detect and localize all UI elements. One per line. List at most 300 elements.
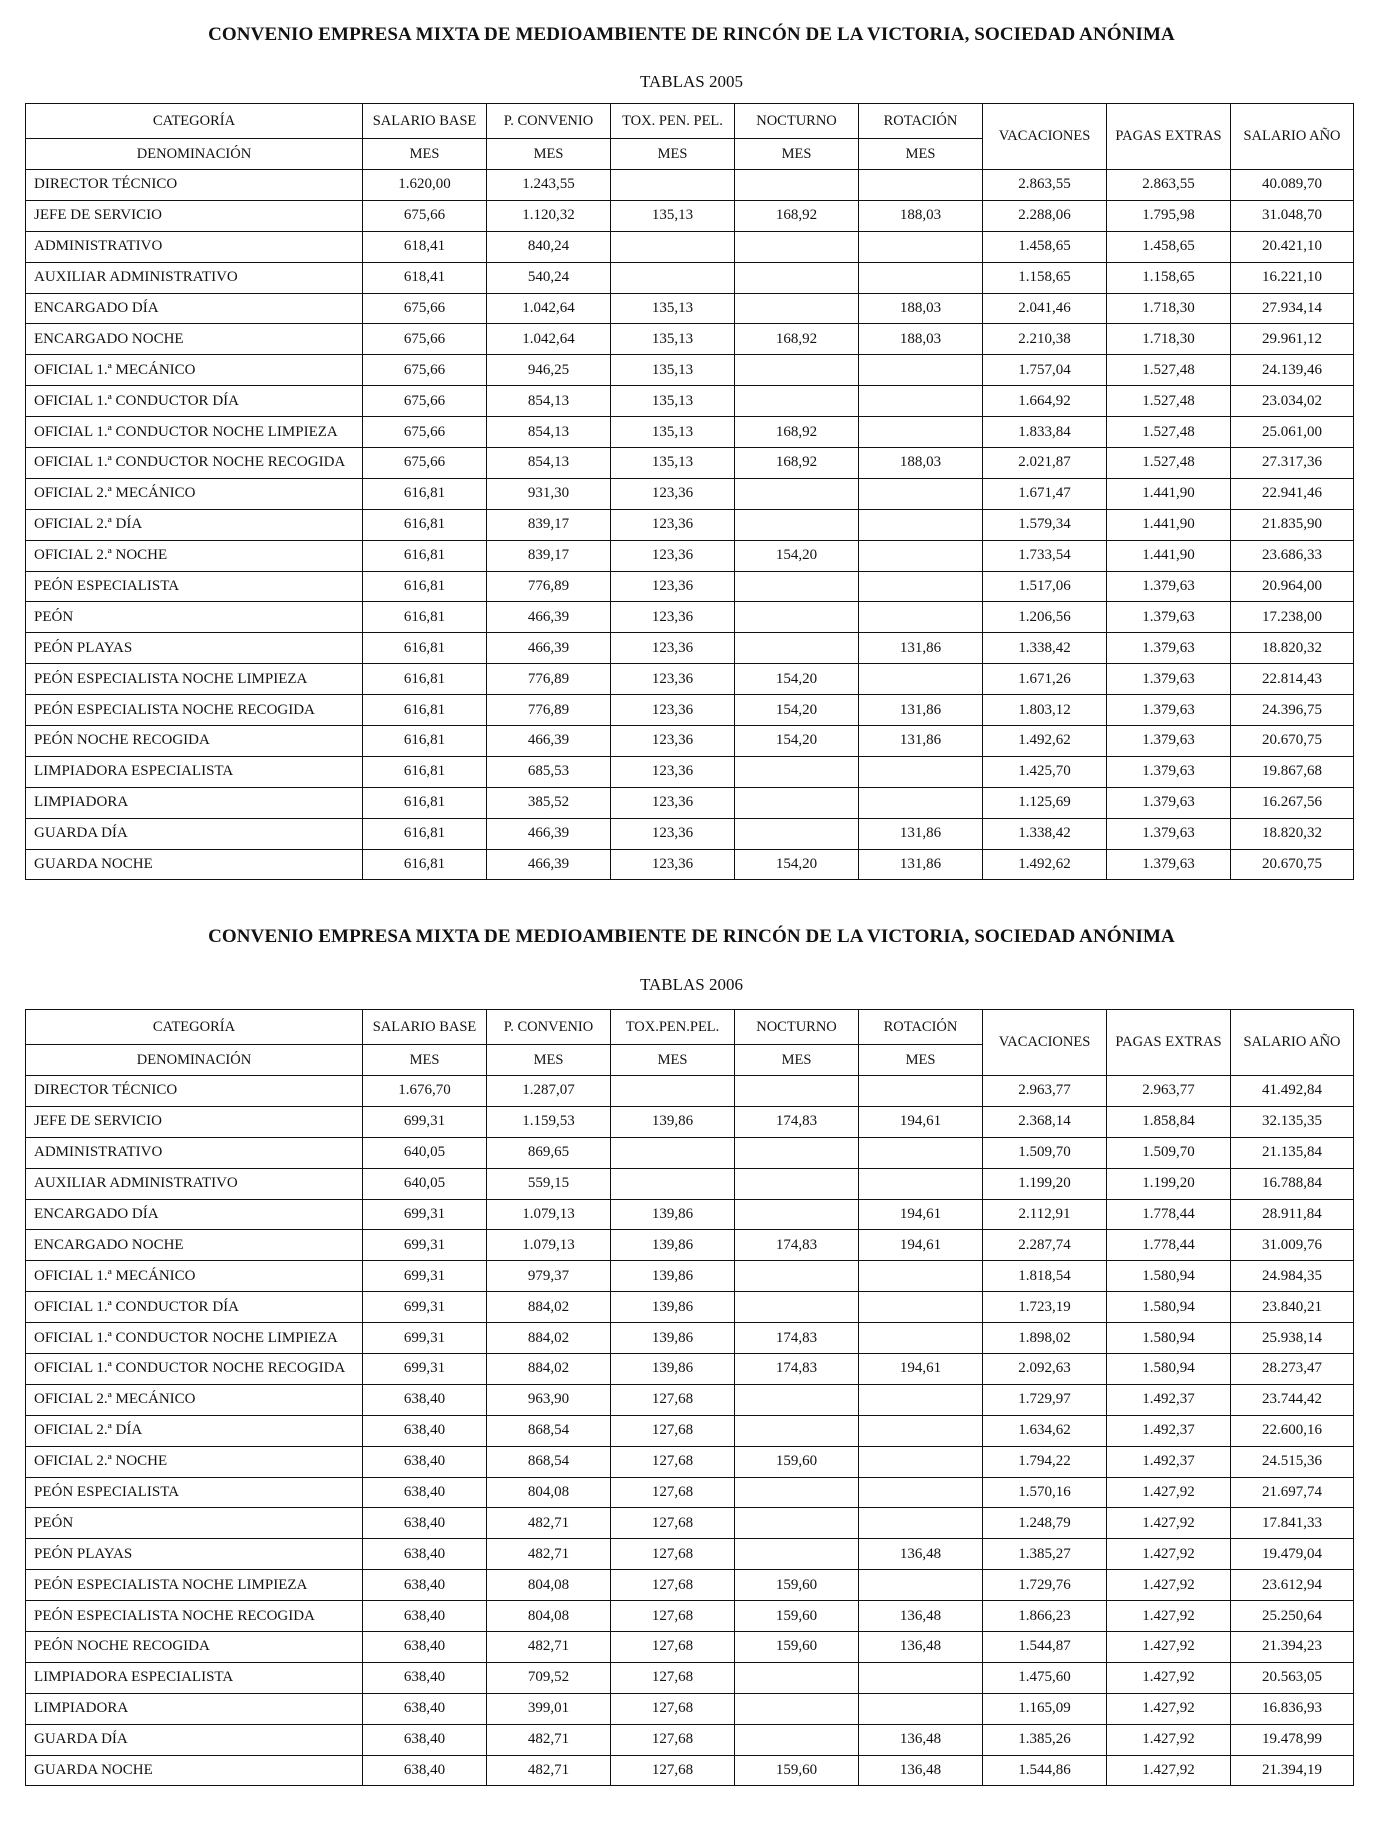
cell-denominacion: OFICIAL 1.ª CONDUCTOR DÍA — [26, 386, 363, 417]
cell-denominacion: PEÓN — [26, 602, 363, 633]
cell-salario-base: 616,81 — [363, 849, 487, 880]
table-row — [26, 756, 1354, 787]
cell-p-convenio: 1.287,07 — [487, 1076, 611, 1107]
cell-nocturno — [735, 478, 859, 509]
cell-salario-ano: 27.934,14 — [1231, 293, 1354, 324]
cell-pagas-extras: 1.580,94 — [1107, 1261, 1231, 1292]
cell-vacaciones: 1.866,23 — [983, 1601, 1107, 1632]
header-pagas-extras: PAGAS EXTRAS — [1107, 1010, 1231, 1076]
cell-tox-pen-pel: 123,36 — [611, 756, 735, 787]
header-mes: MES — [487, 1045, 611, 1076]
cell-pagas-extras: 1.492,37 — [1107, 1384, 1231, 1415]
cell-pagas-extras: 1.379,63 — [1107, 756, 1231, 787]
cell-tox-pen-pel: 123,36 — [611, 602, 735, 633]
cell-salario-ano: 23.612,94 — [1231, 1570, 1354, 1601]
cell-rotacion — [859, 1384, 983, 1415]
cell-tox-pen-pel: 139,86 — [611, 1292, 735, 1323]
cell-p-convenio: 559,15 — [487, 1168, 611, 1199]
cell-salario-base: 699,31 — [363, 1354, 487, 1385]
cell-nocturno — [735, 293, 859, 324]
table-row — [26, 1415, 1354, 1446]
cell-tox-pen-pel: 127,68 — [611, 1632, 735, 1663]
cell-salario-base: 618,41 — [363, 262, 487, 293]
cell-salario-base: 699,31 — [363, 1106, 487, 1137]
cell-tox-pen-pel: 123,36 — [611, 509, 735, 540]
cell-tox-pen-pel: 123,36 — [611, 726, 735, 757]
header-mes: MES — [859, 1045, 983, 1076]
cell-rotacion — [859, 1261, 983, 1292]
header-nocturno: NOCTURNO — [735, 104, 859, 139]
cell-salario-base: 638,40 — [363, 1724, 487, 1755]
cell-denominacion: ADMINISTRATIVO — [26, 231, 363, 262]
cell-rotacion — [859, 602, 983, 633]
cell-vacaciones: 1.475,60 — [983, 1662, 1107, 1693]
cell-p-convenio: 776,89 — [487, 695, 611, 726]
table-row — [26, 1693, 1354, 1724]
cell-tox-pen-pel: 135,13 — [611, 324, 735, 355]
table-body-2005 — [26, 170, 1354, 880]
cell-p-convenio: 385,52 — [487, 787, 611, 818]
cell-salario-ano: 41.492,84 — [1231, 1076, 1354, 1107]
cell-nocturno: 159,60 — [735, 1446, 859, 1477]
table-row — [26, 386, 1354, 417]
cell-salario-ano: 21.135,84 — [1231, 1137, 1354, 1168]
cell-rotacion — [859, 355, 983, 386]
cell-denominacion: GUARDA DÍA — [26, 818, 363, 849]
header-mes: MES — [611, 139, 735, 170]
cell-salario-ano: 22.814,43 — [1231, 664, 1354, 695]
cell-vacaciones: 1.248,79 — [983, 1508, 1107, 1539]
cell-p-convenio: 868,54 — [487, 1415, 611, 1446]
header-nocturno: NOCTURNO — [735, 1010, 859, 1045]
cell-vacaciones: 1.729,97 — [983, 1384, 1107, 1415]
cell-vacaciones: 1.818,54 — [983, 1261, 1107, 1292]
cell-pagas-extras: 1.492,37 — [1107, 1446, 1231, 1477]
cell-denominacion: PEÓN ESPECIALISTA NOCHE RECOGIDA — [26, 695, 363, 726]
cell-pagas-extras: 1.379,63 — [1107, 695, 1231, 726]
cell-nocturno — [735, 1693, 859, 1724]
table-row — [26, 602, 1354, 633]
cell-rotacion — [859, 1662, 983, 1693]
cell-rotacion — [859, 1508, 983, 1539]
cell-nocturno — [735, 571, 859, 602]
cell-rotacion — [859, 1693, 983, 1724]
cell-pagas-extras: 1.427,92 — [1107, 1755, 1231, 1786]
cell-rotacion: 136,48 — [859, 1755, 983, 1786]
cell-tox-pen-pel: 127,68 — [611, 1662, 735, 1693]
table-row — [26, 324, 1354, 355]
cell-rotacion — [859, 478, 983, 509]
cell-denominacion: PEÓN ESPECIALISTA — [26, 571, 363, 602]
cell-vacaciones: 1.338,42 — [983, 633, 1107, 664]
cell-denominacion: PEÓN ESPECIALISTA — [26, 1477, 363, 1508]
cell-salario-ano: 25.938,14 — [1231, 1323, 1354, 1354]
cell-pagas-extras: 1.718,30 — [1107, 293, 1231, 324]
cell-tox-pen-pel: 123,36 — [611, 571, 735, 602]
cell-p-convenio: 399,01 — [487, 1693, 611, 1724]
cell-p-convenio: 540,24 — [487, 262, 611, 293]
cell-p-convenio: 946,25 — [487, 355, 611, 386]
cell-salario-ano: 22.600,16 — [1231, 1415, 1354, 1446]
cell-denominacion: OFICIAL 2.ª MECÁNICO — [26, 478, 363, 509]
cell-tox-pen-pel: 135,13 — [611, 417, 735, 448]
cell-denominacion: GUARDA NOCHE — [26, 849, 363, 880]
cell-denominacion: JEFE DE SERVICIO — [26, 1106, 363, 1137]
table-row — [26, 355, 1354, 386]
cell-nocturno: 174,83 — [735, 1230, 859, 1261]
cell-vacaciones: 1.492,62 — [983, 849, 1107, 880]
cell-vacaciones: 1.803,12 — [983, 695, 1107, 726]
table-row — [26, 787, 1354, 818]
cell-p-convenio: 482,71 — [487, 1539, 611, 1570]
cell-nocturno — [735, 355, 859, 386]
cell-salario-base: 638,40 — [363, 1384, 487, 1415]
cell-pagas-extras: 1.199,20 — [1107, 1168, 1231, 1199]
cell-denominacion: AUXILIAR ADMINISTRATIVO — [26, 262, 363, 293]
table-row — [26, 1539, 1354, 1570]
cell-vacaciones: 1.671,47 — [983, 478, 1107, 509]
cell-p-convenio: 1.079,13 — [487, 1230, 611, 1261]
cell-salario-base: 616,81 — [363, 509, 487, 540]
cell-denominacion: ENCARGADO DÍA — [26, 1199, 363, 1230]
cell-salario-ano: 21.394,19 — [1231, 1755, 1354, 1786]
cell-pagas-extras: 1.427,92 — [1107, 1477, 1231, 1508]
cell-tox-pen-pel: 123,36 — [611, 633, 735, 664]
cell-vacaciones: 1.729,76 — [983, 1570, 1107, 1601]
cell-rotacion: 131,86 — [859, 849, 983, 880]
header-salario-base: SALARIO BASE — [363, 104, 487, 139]
cell-nocturno — [735, 1508, 859, 1539]
cell-p-convenio: 884,02 — [487, 1292, 611, 1323]
cell-salario-base: 640,05 — [363, 1168, 487, 1199]
cell-vacaciones: 2.288,06 — [983, 200, 1107, 231]
cell-nocturno — [735, 1539, 859, 1570]
cell-tox-pen-pel: 139,86 — [611, 1323, 735, 1354]
cell-pagas-extras: 1.427,92 — [1107, 1693, 1231, 1724]
cell-tox-pen-pel: 123,36 — [611, 818, 735, 849]
cell-p-convenio: 804,08 — [487, 1477, 611, 1508]
cell-p-convenio: 1.079,13 — [487, 1199, 611, 1230]
table-row — [26, 1601, 1354, 1632]
cell-vacaciones: 2.021,87 — [983, 448, 1107, 479]
cell-salario-ano: 21.697,74 — [1231, 1477, 1354, 1508]
cell-nocturno: 159,60 — [735, 1601, 859, 1632]
cell-salario-ano: 18.820,32 — [1231, 633, 1354, 664]
cell-salario-ano: 23.744,42 — [1231, 1384, 1354, 1415]
cell-nocturno: 159,60 — [735, 1632, 859, 1663]
table-row — [26, 1446, 1354, 1477]
cell-denominacion: ENCARGADO NOCHE — [26, 324, 363, 355]
cell-salario-ano: 40.089,70 — [1231, 170, 1354, 201]
table-row — [26, 200, 1354, 231]
cell-salario-ano: 17.841,33 — [1231, 1508, 1354, 1539]
table-row — [26, 1570, 1354, 1601]
cell-salario-ano: 21.394,23 — [1231, 1632, 1354, 1663]
cell-tox-pen-pel: 127,68 — [611, 1415, 735, 1446]
cell-tox-pen-pel: 123,36 — [611, 695, 735, 726]
cell-rotacion — [859, 417, 983, 448]
cell-salario-base: 675,66 — [363, 324, 487, 355]
cell-salario-ano: 20.670,75 — [1231, 849, 1354, 880]
cell-pagas-extras: 1.778,44 — [1107, 1199, 1231, 1230]
cell-p-convenio: 979,37 — [487, 1261, 611, 1292]
cell-nocturno — [735, 602, 859, 633]
header-vacaciones: VACACIONES — [983, 104, 1107, 170]
cell-salario-base: 616,81 — [363, 756, 487, 787]
cell-salario-base: 638,40 — [363, 1477, 487, 1508]
cell-denominacion: LIMPIADORA — [26, 787, 363, 818]
cell-salario-ano: 19.867,68 — [1231, 756, 1354, 787]
cell-pagas-extras: 1.527,48 — [1107, 448, 1231, 479]
cell-salario-ano: 23.686,33 — [1231, 540, 1354, 571]
header-salario-base: SALARIO BASE — [363, 1010, 487, 1045]
cell-vacaciones: 1.338,42 — [983, 818, 1107, 849]
cell-denominacion: PEÓN — [26, 1508, 363, 1539]
cell-nocturno — [735, 386, 859, 417]
cell-rotacion: 188,03 — [859, 448, 983, 479]
header-salario-ano: SALARIO AÑO — [1231, 1010, 1354, 1076]
cell-salario-ano: 28.273,47 — [1231, 1354, 1354, 1385]
cell-vacaciones: 1.385,26 — [983, 1724, 1107, 1755]
cell-pagas-extras: 1.441,90 — [1107, 509, 1231, 540]
cell-p-convenio: 482,71 — [487, 1755, 611, 1786]
header-tox-pen-pel: TOX. PEN. PEL. — [611, 104, 735, 139]
cell-rotacion — [859, 1323, 983, 1354]
table-row — [26, 1508, 1354, 1539]
cell-denominacion: PEÓN ESPECIALISTA NOCHE RECOGIDA — [26, 1601, 363, 1632]
cell-p-convenio: 1.159,53 — [487, 1106, 611, 1137]
header-denominacion: DENOMINACIÓN — [26, 1045, 363, 1076]
cell-denominacion: AUXILIAR ADMINISTRATIVO — [26, 1168, 363, 1199]
cell-salario-ano: 27.317,36 — [1231, 448, 1354, 479]
cell-tox-pen-pel: 135,13 — [611, 355, 735, 386]
table-row — [26, 1724, 1354, 1755]
cell-salario-ano: 20.964,00 — [1231, 571, 1354, 602]
cell-denominacion: OFICIAL 1.ª MECÁNICO — [26, 1261, 363, 1292]
table-row — [26, 1354, 1354, 1385]
table-row — [26, 571, 1354, 602]
cell-rotacion: 188,03 — [859, 293, 983, 324]
cell-salario-base: 638,40 — [363, 1693, 487, 1724]
cell-pagas-extras: 1.427,92 — [1107, 1508, 1231, 1539]
cell-salario-base: 640,05 — [363, 1137, 487, 1168]
cell-denominacion: OFICIAL 1.ª CONDUCTOR NOCHE LIMPIEZA — [26, 1323, 363, 1354]
cell-p-convenio: 709,52 — [487, 1662, 611, 1693]
cell-p-convenio: 466,39 — [487, 633, 611, 664]
cell-rotacion: 131,86 — [859, 726, 983, 757]
cell-nocturno: 154,20 — [735, 664, 859, 695]
cell-salario-ano: 19.478,99 — [1231, 1724, 1354, 1755]
table-row — [26, 849, 1354, 880]
cell-nocturno — [735, 1168, 859, 1199]
cell-p-convenio: 854,13 — [487, 386, 611, 417]
cell-salario-base: 618,41 — [363, 231, 487, 262]
cell-vacaciones: 2.287,74 — [983, 1230, 1107, 1261]
cell-p-convenio: 685,53 — [487, 756, 611, 787]
cell-nocturno: 168,92 — [735, 417, 859, 448]
cell-nocturno — [735, 756, 859, 787]
cell-nocturno — [735, 1292, 859, 1323]
cell-tox-pen-pel: 135,13 — [611, 293, 735, 324]
cell-salario-base: 675,66 — [363, 448, 487, 479]
cell-rotacion — [859, 1137, 983, 1168]
cell-salario-ano: 24.515,36 — [1231, 1446, 1354, 1477]
cell-denominacion: OFICIAL 2.ª NOCHE — [26, 1446, 363, 1477]
cell-salario-ano: 24.984,35 — [1231, 1261, 1354, 1292]
cell-vacaciones: 1.757,04 — [983, 355, 1107, 386]
cell-tox-pen-pel — [611, 262, 735, 293]
cell-nocturno: 159,60 — [735, 1755, 859, 1786]
cell-tox-pen-pel — [611, 1137, 735, 1168]
cell-tox-pen-pel: 123,36 — [611, 664, 735, 695]
table-row — [26, 1199, 1354, 1230]
cell-salario-base: 616,81 — [363, 540, 487, 571]
cell-denominacion: ENCARGADO DÍA — [26, 293, 363, 324]
cell-salario-ano: 20.670,75 — [1231, 726, 1354, 757]
cell-salario-ano: 32.135,35 — [1231, 1106, 1354, 1137]
cell-rotacion: 131,86 — [859, 695, 983, 726]
cell-rotacion: 131,86 — [859, 818, 983, 849]
cell-rotacion — [859, 1292, 983, 1323]
cell-p-convenio: 466,39 — [487, 849, 611, 880]
cell-denominacion: LIMPIADORA — [26, 1693, 363, 1724]
cell-rotacion — [859, 571, 983, 602]
cell-salario-ano: 25.250,64 — [1231, 1601, 1354, 1632]
cell-tox-pen-pel: 139,86 — [611, 1261, 735, 1292]
cell-nocturno — [735, 170, 859, 201]
cell-denominacion: LIMPIADORA ESPECIALISTA — [26, 756, 363, 787]
cell-denominacion: ENCARGADO NOCHE — [26, 1230, 363, 1261]
cell-p-convenio: 869,65 — [487, 1137, 611, 1168]
cell-vacaciones: 1.634,62 — [983, 1415, 1107, 1446]
cell-nocturno: 168,92 — [735, 448, 859, 479]
cell-salario-base: 675,66 — [363, 386, 487, 417]
cell-pagas-extras: 1.427,92 — [1107, 1632, 1231, 1663]
cell-rotacion — [859, 1446, 983, 1477]
header-categoria: CATEGORÍA — [26, 1010, 363, 1045]
cell-vacaciones: 1.671,26 — [983, 664, 1107, 695]
cell-salario-ano: 31.009,76 — [1231, 1230, 1354, 1261]
table-row — [26, 448, 1354, 479]
cell-pagas-extras: 1.441,90 — [1107, 478, 1231, 509]
cell-pagas-extras: 1.441,90 — [1107, 540, 1231, 571]
header-pagas-extras: PAGAS EXTRAS — [1107, 104, 1231, 170]
table-row — [26, 1477, 1354, 1508]
cell-pagas-extras: 1.458,65 — [1107, 231, 1231, 262]
cell-salario-base: 638,40 — [363, 1446, 487, 1477]
cell-denominacion: PEÓN PLAYAS — [26, 1539, 363, 1570]
header-vacaciones: VACACIONES — [983, 1010, 1107, 1076]
table-row — [26, 1384, 1354, 1415]
cell-vacaciones: 2.092,63 — [983, 1354, 1107, 1385]
cell-tox-pen-pel — [611, 231, 735, 262]
cell-pagas-extras: 1.527,48 — [1107, 417, 1231, 448]
cell-denominacion: GUARDA DÍA — [26, 1724, 363, 1755]
cell-salario-base: 638,40 — [363, 1415, 487, 1446]
cell-rotacion — [859, 1477, 983, 1508]
cell-p-convenio: 839,17 — [487, 509, 611, 540]
section-subtitle-2005: TABLAS 2005 — [639, 72, 743, 91]
cell-salario-ano: 16.221,10 — [1231, 262, 1354, 293]
cell-salario-ano: 29.961,12 — [1231, 324, 1354, 355]
table-row — [26, 417, 1354, 448]
cell-pagas-extras: 1.427,92 — [1107, 1539, 1231, 1570]
cell-nocturno — [735, 633, 859, 664]
cell-vacaciones: 1.544,87 — [983, 1632, 1107, 1663]
cell-vacaciones: 1.206,56 — [983, 602, 1107, 633]
cell-rotacion — [859, 1168, 983, 1199]
cell-tox-pen-pel: 123,36 — [611, 849, 735, 880]
cell-rotacion — [859, 170, 983, 201]
cell-nocturno — [735, 1076, 859, 1107]
cell-nocturno: 159,60 — [735, 1570, 859, 1601]
header-mes: MES — [735, 139, 859, 170]
table-row — [26, 1137, 1354, 1168]
cell-salario-base: 699,31 — [363, 1292, 487, 1323]
cell-vacaciones: 1.458,65 — [983, 231, 1107, 262]
cell-vacaciones: 1.509,70 — [983, 1137, 1107, 1168]
header-denominacion: DENOMINACIÓN — [26, 139, 363, 170]
cell-rotacion: 136,48 — [859, 1724, 983, 1755]
cell-salario-base: 1.620,00 — [363, 170, 487, 201]
cell-pagas-extras: 1.427,92 — [1107, 1724, 1231, 1755]
cell-vacaciones: 1.733,54 — [983, 540, 1107, 571]
cell-salario-base: 1.676,70 — [363, 1076, 487, 1107]
cell-vacaciones: 1.158,65 — [983, 262, 1107, 293]
cell-salario-ano: 23.034,02 — [1231, 386, 1354, 417]
cell-tox-pen-pel — [611, 170, 735, 201]
cell-pagas-extras: 1.492,37 — [1107, 1415, 1231, 1446]
cell-rotacion — [859, 1415, 983, 1446]
cell-pagas-extras: 1.778,44 — [1107, 1230, 1231, 1261]
table-row — [26, 633, 1354, 664]
cell-salario-base: 638,40 — [363, 1508, 487, 1539]
cell-pagas-extras: 1.509,70 — [1107, 1137, 1231, 1168]
cell-salario-ano: 25.061,00 — [1231, 417, 1354, 448]
header-categoria: CATEGORÍA — [26, 104, 363, 139]
cell-denominacion: DIRECTOR TÉCNICO — [26, 1076, 363, 1107]
cell-p-convenio: 466,39 — [487, 602, 611, 633]
cell-denominacion: OFICIAL 2.ª DÍA — [26, 509, 363, 540]
header-mes: MES — [363, 1045, 487, 1076]
header-rotacion: ROTACIÓN — [859, 104, 983, 139]
table-row — [26, 1755, 1354, 1786]
cell-denominacion: PEÓN NOCHE RECOGIDA — [26, 1632, 363, 1663]
cell-salario-ano: 18.820,32 — [1231, 818, 1354, 849]
table-row — [26, 170, 1354, 201]
cell-tox-pen-pel: 135,13 — [611, 386, 735, 417]
cell-pagas-extras: 1.580,94 — [1107, 1323, 1231, 1354]
cell-vacaciones: 1.125,69 — [983, 787, 1107, 818]
cell-rotacion — [859, 1570, 983, 1601]
cell-salario-base: 616,81 — [363, 787, 487, 818]
cell-rotacion: 194,61 — [859, 1230, 983, 1261]
cell-tox-pen-pel: 127,68 — [611, 1755, 735, 1786]
table-row — [26, 231, 1354, 262]
header-mes: MES — [735, 1045, 859, 1076]
cell-nocturno — [735, 1199, 859, 1230]
cell-nocturno — [735, 787, 859, 818]
table-row — [26, 664, 1354, 695]
cell-tox-pen-pel: 127,68 — [611, 1570, 735, 1601]
cell-salario-ano: 16.788,84 — [1231, 1168, 1354, 1199]
cell-rotacion — [859, 787, 983, 818]
cell-p-convenio: 868,54 — [487, 1446, 611, 1477]
cell-tox-pen-pel: 127,68 — [611, 1446, 735, 1477]
table-row — [26, 1168, 1354, 1199]
table-row — [26, 262, 1354, 293]
cell-vacaciones: 1.492,62 — [983, 726, 1107, 757]
